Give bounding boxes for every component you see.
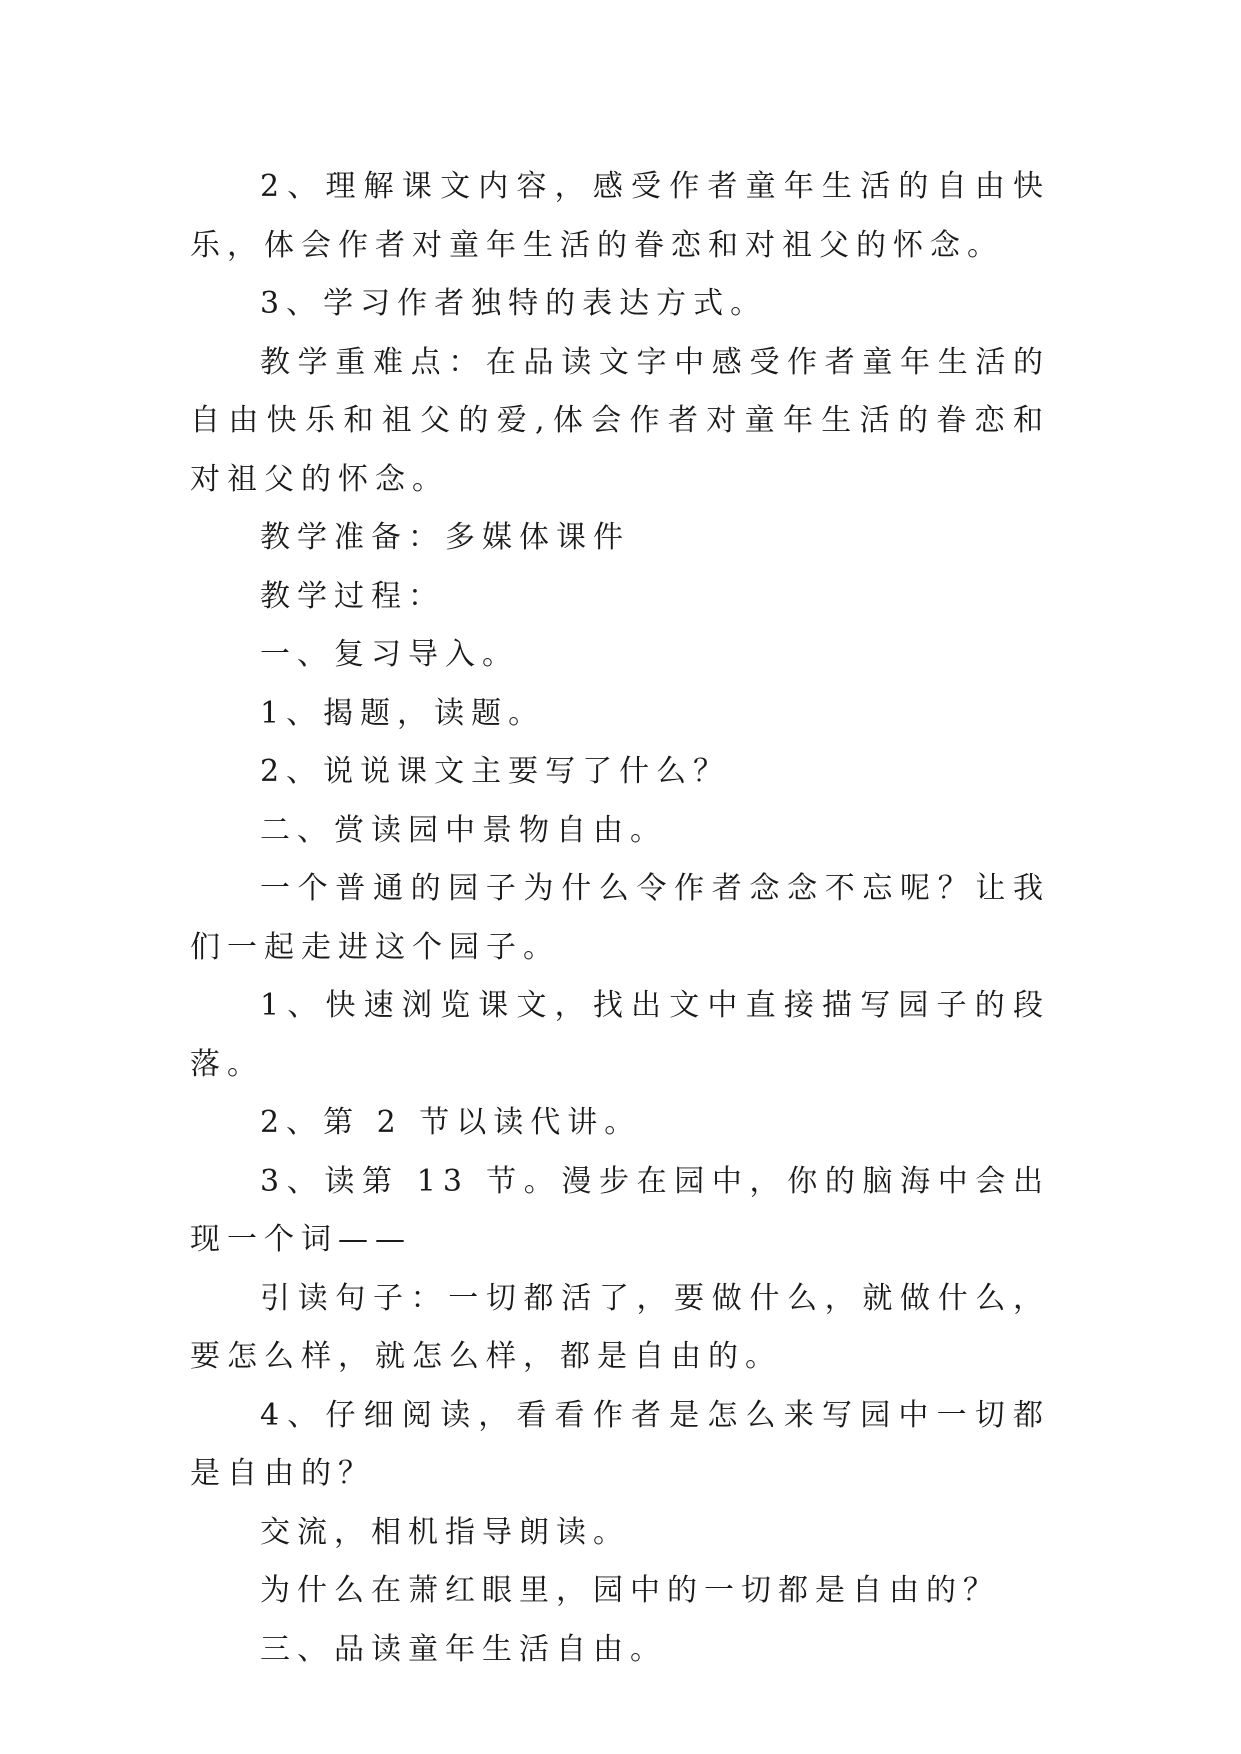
paragraph: 交流，相机指导朗读。 — [260, 1514, 630, 1550]
paragraph: 为什么在萧红眼里，园中的一切都是自由的？ — [260, 1573, 1000, 1608]
paragraph: 教学准备：多媒体课件 — [260, 520, 630, 555]
section-heading: 二、赏读园中景物自由。 — [260, 812, 667, 848]
paragraph: 教学重难点：在品读文字中感受作者童年生活的自由快乐和祖父的爱,体会作者对童年生活的眷恋和对祖父的怀念。 — [190, 344, 1050, 497]
paragraph: 3、读第 13 节。漫步在园中，你的脑海中会出现一个词—— — [190, 1163, 1050, 1257]
paragraph: 2、说说课文主要写了什么？ — [260, 754, 731, 789]
paragraph: 2、第 2 节以读代讲。 — [260, 1105, 642, 1140]
document-body — [190, 158, 1050, 1679]
section-heading: 三、品读童年生活自由。 — [260, 1631, 667, 1667]
paragraph: 一个普通的园子为什么令作者念念不忘呢？让我们一起走进这个园子。 — [190, 871, 1050, 965]
paragraph: 3、学习作者独特的表达方式。 — [260, 286, 768, 321]
paragraph: 4、仔细阅读，看看作者是怎么来写园中一切都是自由的？ — [190, 1397, 1050, 1491]
paragraph: 1、快速浏览课文，找出文中直接描写园子的段落。 — [190, 988, 1050, 1082]
paragraph: 2、理解课文内容，感受作者童年生活的自由快乐，体会作者对童年生活的眷恋和对祖父的怀念。 — [190, 169, 1050, 263]
paragraph: 引读句子：一切都活了，要做什么，就做什么，要怎么样，就怎么样，都是自由的。 — [190, 1280, 1050, 1374]
section-heading: 一、复习导入。 — [260, 637, 519, 672]
paragraph: 教学过程： — [260, 578, 445, 614]
paragraph: 1、揭题，读题。 — [260, 695, 546, 731]
